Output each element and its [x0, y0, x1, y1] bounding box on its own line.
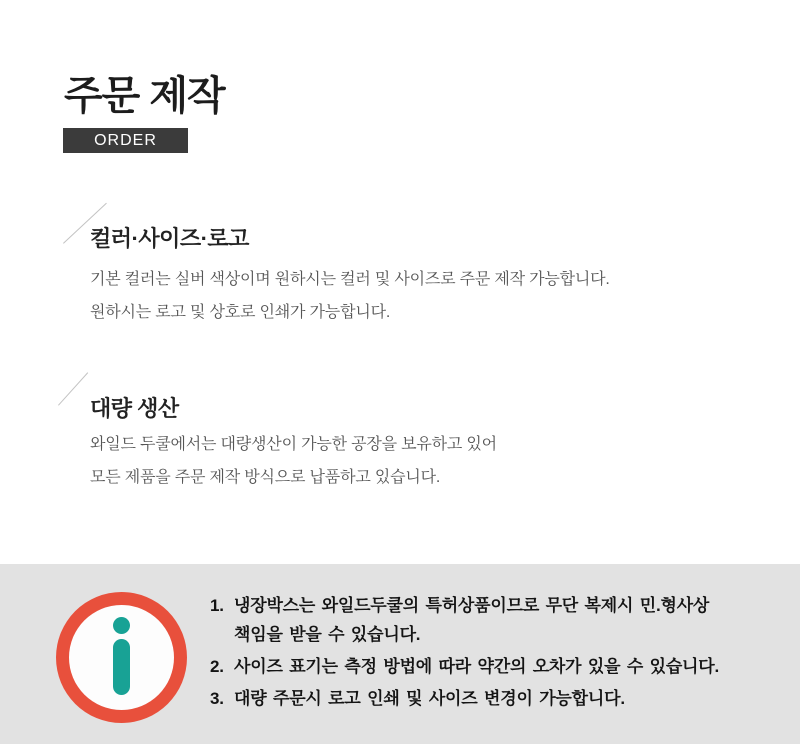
section-accent-line [58, 372, 88, 405]
section-text: 와일드 두쿨에서는 대량생산이 가능한 공장을 보유하고 있어 [90, 436, 497, 453]
notice-item-number: 3. [210, 689, 224, 708]
notice-item-text: 냉장박스는 와일드두쿨의 특허상품이므로 무단 복제시 민.형사상 책임을 받을 수 있습니다. [234, 596, 710, 644]
info-icon-stem [113, 639, 130, 695]
page-title: 주문 제작 [64, 74, 225, 118]
notice-item [210, 591, 785, 649]
notice-item-text: 사이즈 표기는 측정 방법에 따라 약간의 오차가 있을 수 있습니다. [234, 657, 720, 676]
notice-item-number: 2. [210, 657, 224, 676]
notice-item-number: 1. [210, 596, 224, 615]
notice-item [210, 652, 785, 681]
section-text: 기본 컬러는 실버 색상이며 원하시는 컬러 및 사이즈로 주문 제작 가능합니다. [90, 271, 610, 288]
info-icon [56, 592, 187, 723]
info-icon-dot [113, 617, 130, 634]
section-title-color-size-logo: 컬러·사이즈·로고 [90, 226, 249, 251]
notice-list [210, 591, 785, 716]
order-badge: ORDER [63, 128, 188, 153]
notice-item-text: 대량 주문시 로고 인쇄 및 사이즈 변경이 가능합니다. [234, 689, 625, 708]
notice-item [210, 684, 785, 713]
section-title-mass-production: 대량 생산 [90, 396, 179, 421]
notice-banner [0, 564, 800, 744]
section-text: 원하시는 로고 및 상호로 인쇄가 가능합니다. [90, 304, 391, 321]
section-text: 모든 제품을 주문 제작 방식으로 납품하고 있습니다. [90, 469, 441, 486]
